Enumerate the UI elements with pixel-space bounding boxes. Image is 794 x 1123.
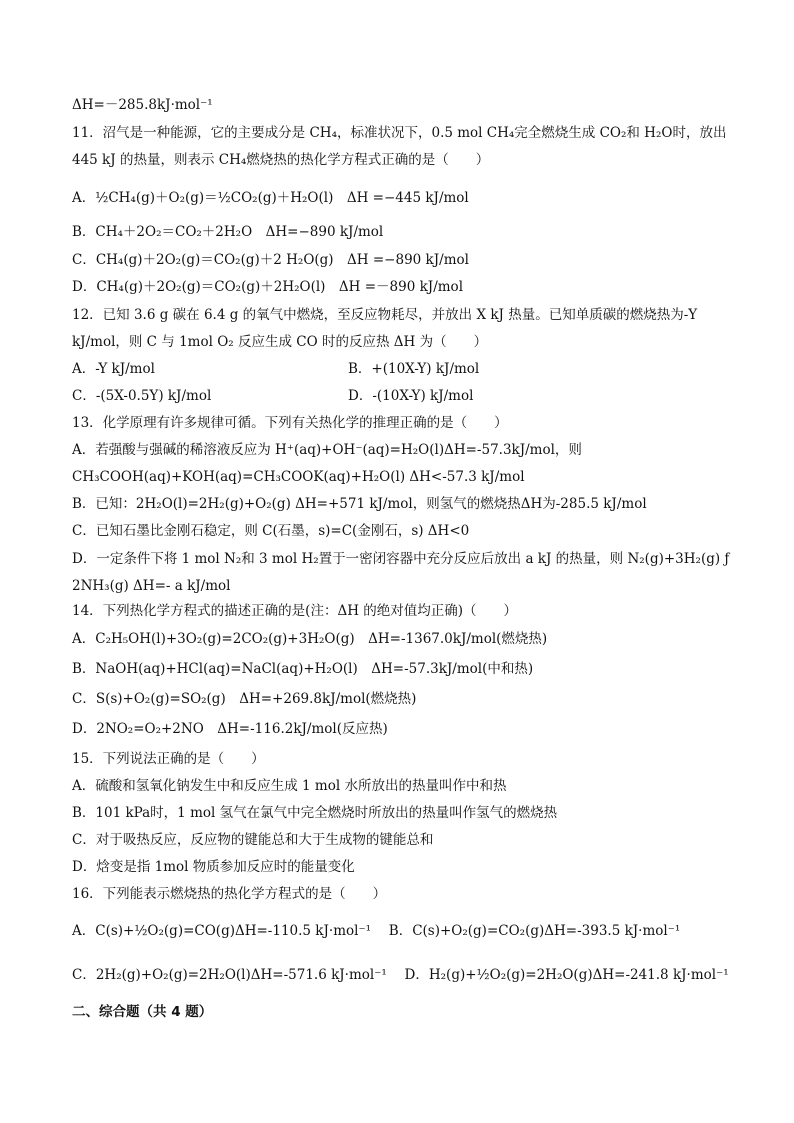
question-13-option-a-cont: CH₃COOH(aq)+KOH(aq)=CH₃COOK(aq)+H₂O(l) ΔH<-57.3 kJ/mol [72, 469, 525, 485]
question-16-stem: 16．下列能表示燃烧热的热化学方程式的是（ ） [72, 886, 387, 902]
question-13-option-d: D．一定条件下将 1 mol N₂和 3 mol H₂置于一密闭容器中充分反应后放出 a kJ 的热量，则 N₂(g)+3H₂(g) ƒ [72, 551, 730, 567]
question-12-option-c: C．-(5X-0.5Y) kJ/mol [72, 388, 212, 404]
question-12-stem-cont: kJ/mol，则 C 与 1mol O₂ 反应生成 CO 时的反应热 ΔH 为（ ） [72, 334, 488, 350]
question-13-option-b: B．已知：2H₂O(l)=2H₂(g)+O₂(g) ΔH=+571 kJ/mol，则氢气的燃烧热ΔH为-285.5 kJ/mol [72, 496, 647, 512]
question-15-option-d: D．焓变是指 1mol 物质参加反应时的能量变化 [72, 859, 355, 875]
question-11-stem-cont: 445 kJ 的热量，则表示 CH₄燃烧热的热化学方程式正确的是（ ） [72, 152, 490, 168]
question-11-option-d: D．CH₄(g)＋2O₂(g)＝CO₂(g)＋2H₂O(l) ΔH =－890 kJ/mol [72, 279, 464, 295]
question-16-options-cd: C．2H₂(g)+O₂(g)=2H₂O(l)ΔH=-571.6 kJ·mol⁻¹ D．H₂(g)+½O₂(g)=2H₂O(g)ΔH=-241.8 kJ·mol⁻¹ [72, 967, 729, 983]
question-12-option-a: A．-Y kJ/mol [72, 361, 155, 377]
question-14-stem: 14．下列热化学方程式的描述正确的是(注：ΔH 的绝对值均正确)（ ） [72, 603, 518, 619]
question-14-option-d: D．2NO₂=O₂+2NO ΔH=-116.2kJ/mol(反应热) [72, 721, 388, 737]
question-11-stem: 11．沼气是一种能源，它的主要成分是 CH₄，标准状况下，0.5 mol CH₄完全燃烧生成 CO₂和 H₂O时，放出 [72, 125, 727, 141]
question-11-option-b: B．CH₄＋2O₂＝CO₂＋2H₂O ΔH=−890 kJ/mol [72, 224, 384, 240]
question-12-option-b: B．+(10X-Y) kJ/mol [348, 361, 480, 377]
question-13-option-a: A．若强酸与强碱的稀溶液反应为 H⁺(aq)+OH⁻(aq)=H₂O(l)ΔH=-57.3kJ/mol，则 [72, 442, 582, 458]
question-15-stem: 15．下列说法正确的是（ ） [72, 751, 265, 767]
answer-fragment: ΔH=－285.8kJ·mol⁻¹ [72, 97, 213, 113]
question-13-stem: 13．化学原理有许多规律可循。下列有关热化学的推理正确的是（ ） [72, 415, 508, 431]
question-13-option-d-cont: 2NH₃(g) ΔH=- a kJ/mol [72, 578, 231, 594]
question-12-stem: 12．已知 3.6 g 碳在 6.4 g 的氧气中燃烧，至反应物耗尽，并放出 X kJ 热量。已知单质碳的燃烧热为-Y [72, 307, 698, 323]
question-14-option-b: B．NaOH(aq)+HCl(aq)=NaCl(aq)+H₂O(l) ΔH=-57.3kJ/mol(中和热) [72, 661, 534, 677]
section-heading: 二、综合题（共 4 题） [72, 1004, 213, 1020]
question-14-option-a: A．C₂H₅OH(l)+3O₂(g)=2CO₂(g)+3H₂O(g) ΔH=-1367.0kJ/mol(燃烧热) [72, 631, 548, 647]
question-15-option-c: C．对于吸热反应，反应物的键能总和大于生成物的键能总和 [72, 832, 434, 848]
question-15-option-b: B．101 kPa时，1 mol 氢气在氯气中完全燃烧时所放出的热量叫作氢气的燃烧热 [72, 805, 558, 821]
question-11-option-a: A．½CH₄(g)＋O₂(g)＝½CO₂(g)＋H₂O(l) ΔH =−445 kJ/mol [72, 190, 469, 206]
question-14-option-c: C．S(s)+O₂(g)=SO₂(g) ΔH=+269.8kJ/mol(燃烧热) [72, 691, 417, 707]
question-13-option-c: C．已知石墨比金刚石稳定，则 C(石墨，s)=C(金刚石，s) ΔH<0 [72, 523, 470, 539]
question-11-option-c: C．CH₄(g)＋2O₂(g)＝CO₂(g)＋2 H₂O(g) ΔH =−890 kJ/mol [72, 252, 469, 268]
question-12-option-d: D．-(10X-Y) kJ/mol [348, 388, 474, 404]
question-16-options-ab: A．C(s)+½O₂(g)=CO(g)ΔH=-110.5 kJ·mol⁻¹ B．C(s)+O₂(g)=CO₂(g)ΔH=-393.5 kJ·mol⁻¹ [72, 923, 681, 939]
question-15-option-a: A．硫酸和氢氧化钠发生中和反应生成 1 mol 水所放出的热量叫作中和热 [72, 778, 507, 794]
